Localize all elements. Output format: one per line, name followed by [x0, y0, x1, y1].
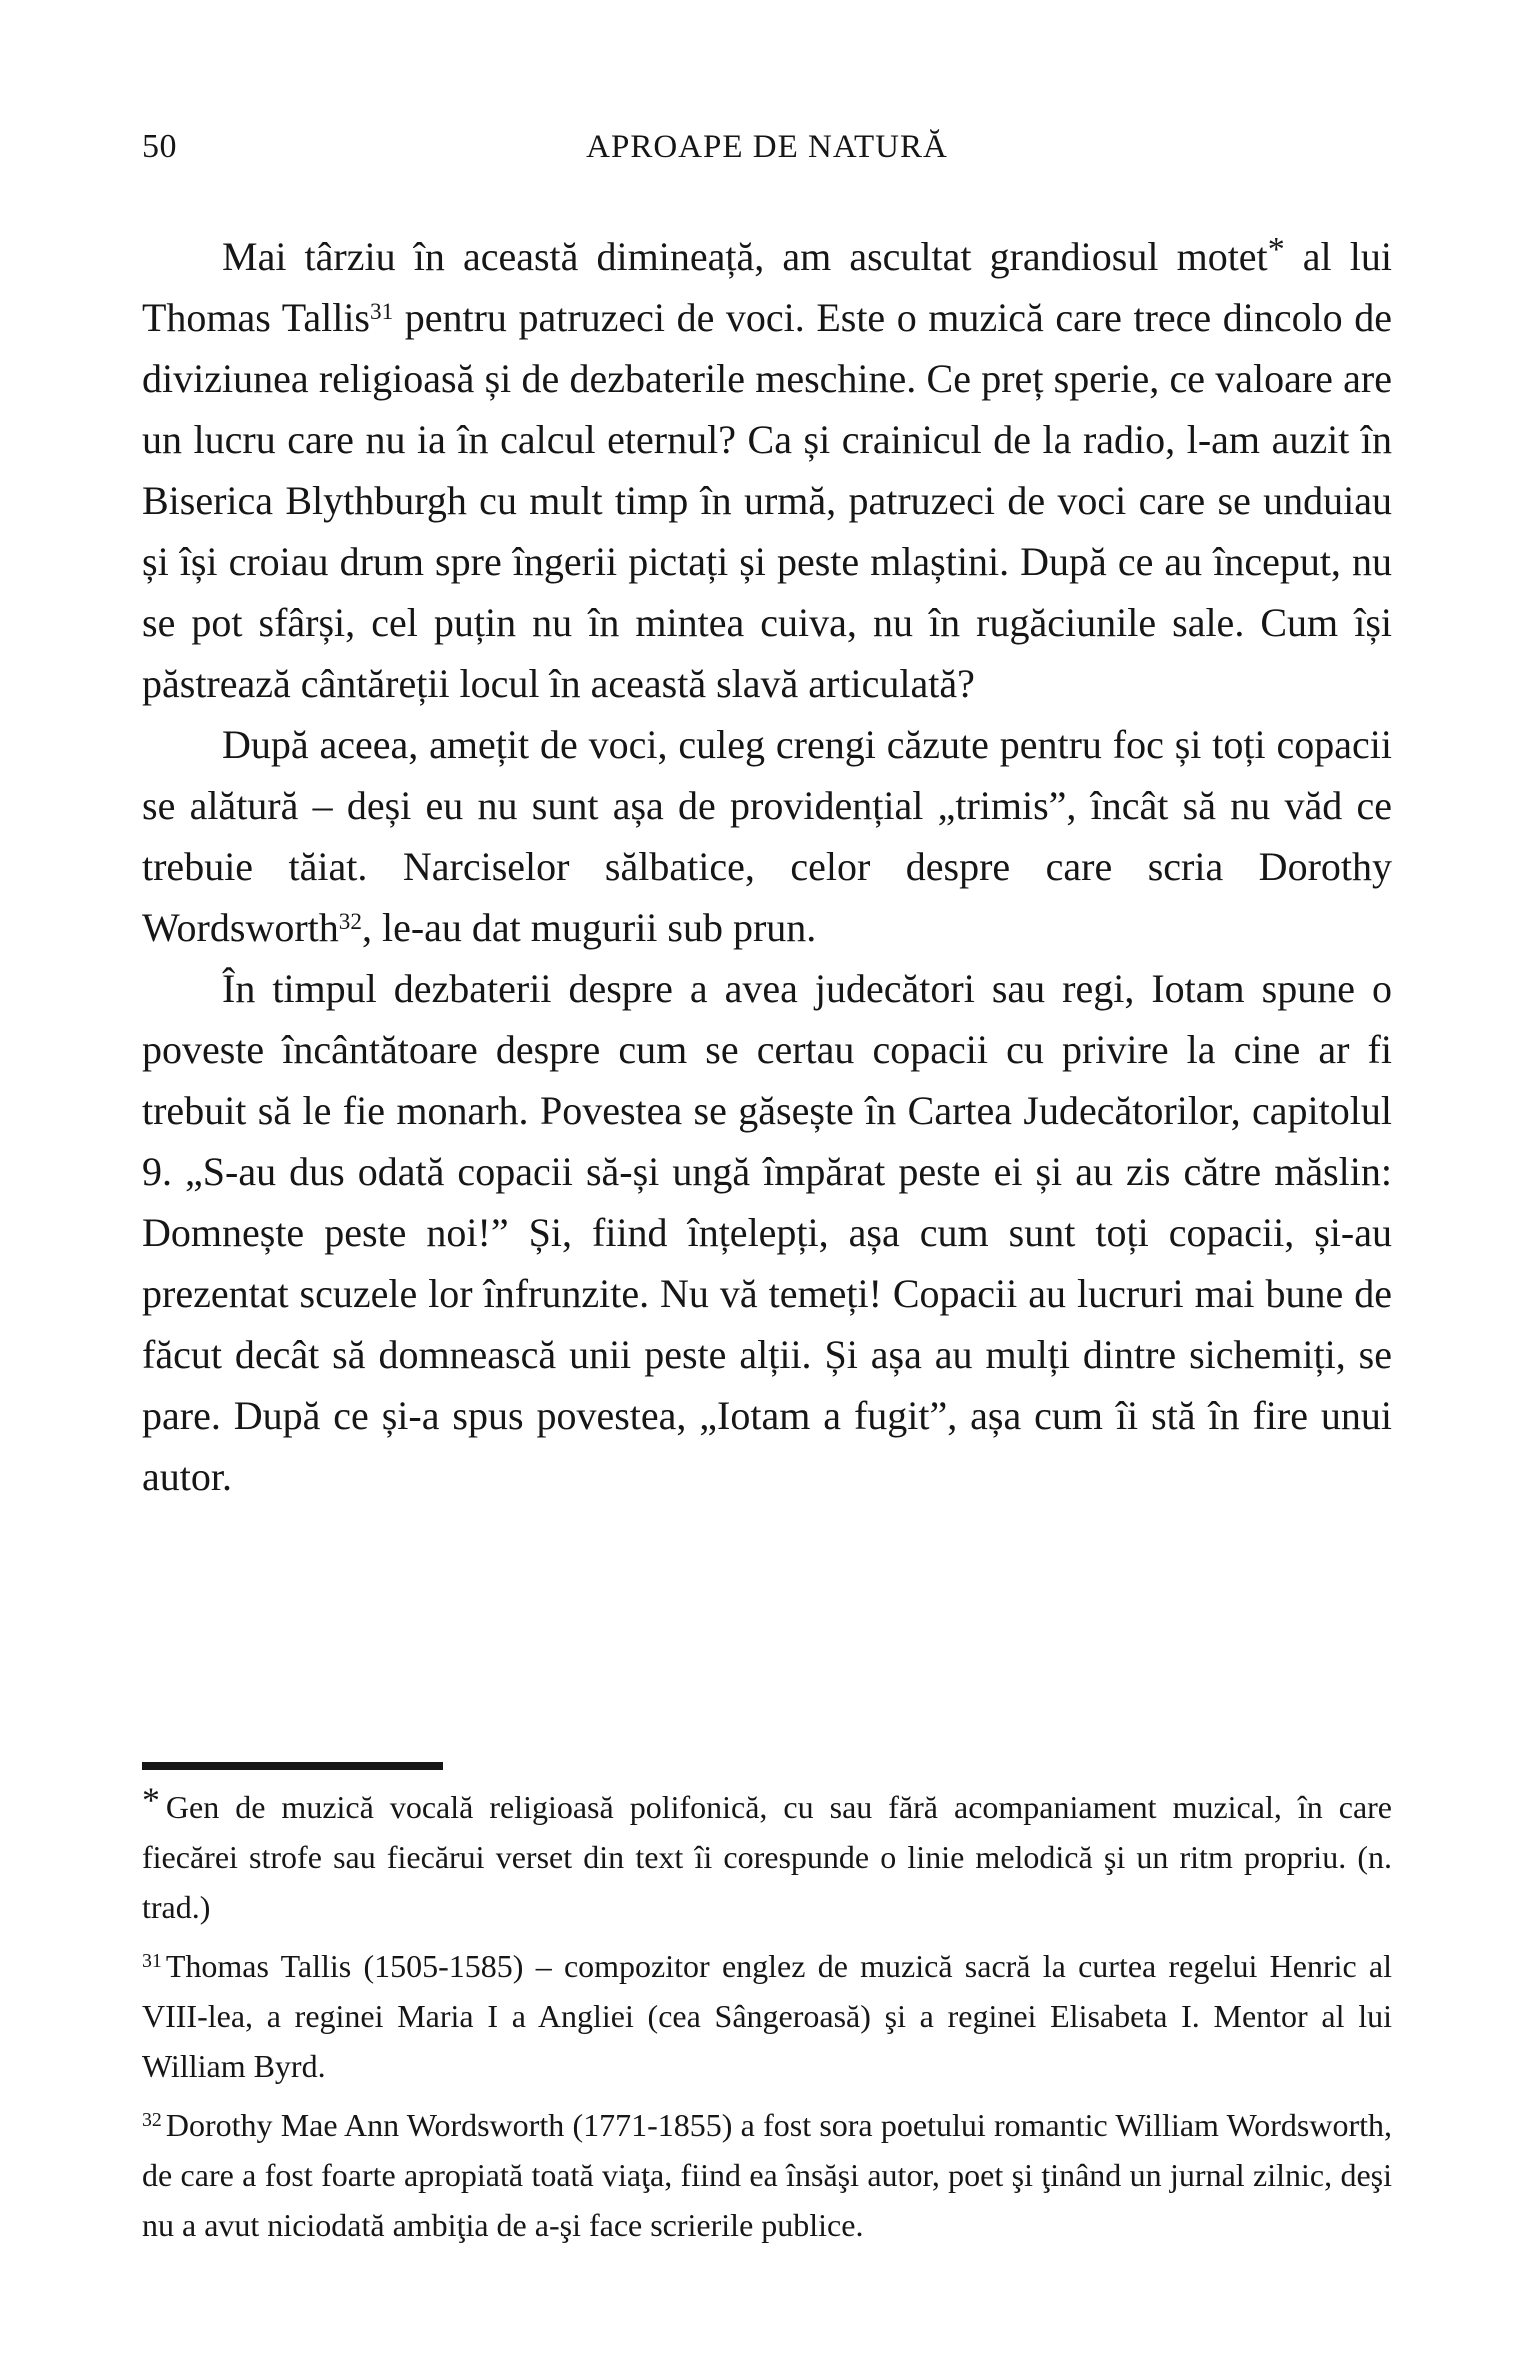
paragraph-text: După aceea, amețit de voci, culeg crengi căzute pentru foc și toți copacii se alătură – deși eu nu sunt așa de providențial „trimis”, încât să nu văd ce trebuie tăiat. Narciselor sălbatice, celor despre care scria Dorothy Wordsworth [142, 722, 1392, 950]
running-header-title: APROAPE DE NATURĂ [586, 129, 948, 165]
paragraph [142, 226, 1392, 714]
paragraph-text: , le-au dat mugurii sub prun. [361, 905, 817, 950]
footnote-asterisk [142, 1782, 1392, 1932]
footnote-text: Thomas Tallis (1505-1585) – compozitor englez de muzică sacră la curtea regelui Henric al VIII-lea, a reginei Maria I a Angliei (cea Sângeroasă) şi a reginei Elisabeta I. Mentor al lui William Byrd. [142, 1948, 1392, 2084]
footnote-32 [142, 2100, 1392, 2250]
paragraph [142, 714, 1392, 958]
page-number: 50 [142, 128, 177, 165]
footnote-marker: * [142, 1780, 160, 1821]
paragraph-text: pentru patruzeci de voci. Este o muzică care trece dincolo de diviziunea religioasă și de dezbaterile meschine. Ce preț sperie, ce valoare are un lucru care nu ia în calcul eternul? Ca și crainicul de la radio, l-am auzit în Biserica Blythburgh cu mult timp în urmă, patruzeci de voci care se unduiau și își croiau drum spre îngerii pictați și peste mlaștini. După ce au început, nu se pot sfârși, cel puțin nu în mintea cuiva, nu în rugăciunile sale. Cum își păstrează cântăreții locul în această slavă articulată? [142, 295, 1392, 706]
footnote-text: Dorothy Mae Ann Wordsworth (1771-1855) a fost sora poetului romantic William Wordsworth, de care a fost foarte apropiată toată viaţa, fiind ea însăşi autor, poet şi ţinând un jurnal zilnic, deşi nu a avut niciodată ambiţia de a-şi face scrierile publice. [142, 2107, 1392, 2243]
paragraph-text: În timpul dezbaterii despre a avea judecători sau regi, Iotam spune o poveste încântătoare despre cum se certau copacii cu privire la cine ar fi trebuit să le fie monarh. Povestea se găsește în Cartea Judecătorilor, capitolul 9. „S-au dus odată copacii să-și ungă împărat peste ei și au zis către măslin: Domnește peste noi!” Și, fiind înțelepți, așa cum sunt toți copacii, și-au prezentat scuzele lor înfrunzite. Nu vă temeți! Copacii au lucruri mai bune de făcut decât să domnească unii peste alții. Și așa au mulți dintre sichemiți, se pare. După ce și-a spus povestea, „Iotam a fugit”, așa cum îi stă în fire unui autor. [142, 966, 1392, 1499]
footnote-text: Gen de muzică vocală religioasă polifonică, cu sau fără acompaniament muzical, în care fiecărei strofe sau fiecărui verset din text îi corespunde o linie melodică şi un ritm propriu. (n. trad.) [142, 1789, 1392, 1925]
paragraph-text: al lui Thomas Tallis [142, 234, 1393, 340]
footnote-ref-31: 31 [370, 298, 394, 325]
body-text [142, 226, 1392, 1507]
footnote-separator-rule [142, 1762, 443, 1770]
footnote-31 [142, 1941, 1392, 2091]
footnote-marker: 32 [142, 2109, 162, 2132]
footnotes-section [142, 1782, 1392, 2259]
paragraph [142, 958, 1392, 1507]
footnote-marker: 31 [142, 1950, 162, 1973]
paragraph-text: Mai târziu în această dimineață, am ascultat grandiosul motet [222, 234, 1268, 279]
running-header [142, 128, 1392, 168]
footnote-ref-32: 32 [338, 908, 362, 935]
footnote-ref-asterisk: * [1267, 231, 1285, 269]
